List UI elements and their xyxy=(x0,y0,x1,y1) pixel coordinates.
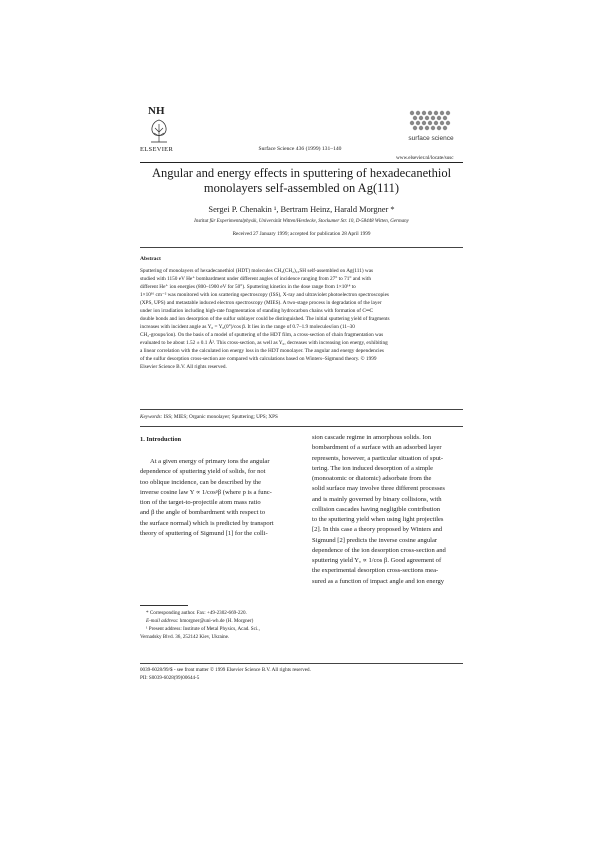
footnotes xyxy=(140,609,294,641)
abstract-line: studied with 1150 eV He⁺ bombardment under different angles of incidence ranging from 27° to 71° and with xyxy=(140,276,371,283)
keywords-label: Keywords: xyxy=(140,414,163,420)
footnote-corresponding-author: * Corresponding author. Fax: +49-2302-669-220. xyxy=(146,610,247,616)
body-column-right xyxy=(312,433,464,587)
footnote-divider xyxy=(140,605,188,606)
footer-divider xyxy=(140,663,463,664)
abstract-line: different He⁺ ion energies (800–1900 eV for 50°). Sputtering kinetics in the dose range from 1×10¹⁴ to xyxy=(140,284,356,291)
abstract-body xyxy=(140,267,463,371)
title-divider xyxy=(140,247,463,248)
body-line: [2]. In this case a theory proposed by Winters and xyxy=(312,526,443,534)
abstract-divider xyxy=(140,409,463,410)
body-line: represents, however, a particular situation of sput- xyxy=(312,454,443,462)
body-line: too oblique incidence, can be described by the xyxy=(140,478,262,486)
pii-identifier: PII: S0039-6028(99)00644-5 xyxy=(140,675,200,681)
abstract-heading: Abstract xyxy=(140,256,161,262)
footnote-email xyxy=(140,617,294,625)
body-line: dependence of the ion desorption cross-section and xyxy=(312,546,446,554)
journal-logo-text: surface science xyxy=(408,135,454,142)
body-line: tering. The ion induced desorption of a simple xyxy=(312,464,433,472)
body-line: bombardment of a surface with an adsorbed layer xyxy=(312,444,442,452)
title-line-2: monolayers self-assembled on Ag(111) xyxy=(203,181,400,195)
article-title xyxy=(140,166,463,196)
body-line: dependence of sputtering yield of solids, for not xyxy=(140,468,266,476)
issn-copyright: 0039-6028/99/$ - see front matter © 1999 Elsevier Science B.V. All rights reserved. xyxy=(140,667,311,673)
body-line: solid surface may involve three different processes xyxy=(312,485,445,493)
author-affiliation: Institut für Experimentalphysik, Universität Witten/Herdecke, Stockumer Str. 10, D-58448 Witten, Germany xyxy=(194,219,409,224)
body-column-left xyxy=(140,457,292,539)
received-dates: Received 27 January 1999; accepted for publication 28 April 1999 xyxy=(232,231,371,237)
keywords-divider xyxy=(140,426,463,427)
email-address[interactable]: hmorgner@uni-wh.de (H. Morgner) xyxy=(178,618,254,624)
abstract-line: of the sulfur desorption cross-section are compared with calculations based on Winters–Sigmund theory. © 1999 xyxy=(140,356,377,363)
abstract-line: Sputtering of monolayers of hexadecanethiol (HDT) molecules CH₃(CH₂)₁₅SH self-assembled on Ag(111) was xyxy=(140,268,374,274)
body-line: sputtering yield Yₐ ∝ 1/cos β. Good agreement of xyxy=(312,557,442,564)
abstract-line: (XPS, UPS) and metastable induced electron spectroscopy (MIES). A two-stage process in degradation of the layer xyxy=(140,300,382,307)
body-line: tion of the target-to-projectile atom mass ratio xyxy=(140,499,261,506)
header-divider xyxy=(140,162,463,163)
abstract-line: a linear correlation with the calculated ion energy loss in the HDT monolayer. The angular and energy dependencies xyxy=(140,348,384,355)
keywords-list: ISS; MIES; Organic monolayer; Sputtering; UPS; XPS xyxy=(162,414,278,420)
body-line: sion cascade regime in amorphous solids. Ion xyxy=(312,434,432,441)
abstract-line: under ion irradiation including high-rate fragmentation of standing hydrocarbon chains with formation of C═C xyxy=(140,308,374,315)
body-line: Sigmund [2] predicts the inverse cosine angular xyxy=(312,536,438,544)
svg-text:NH: NH xyxy=(148,105,165,117)
abstract-line: 1×10¹⁶ cm⁻² was monitored with ion scattering spectroscopy (ISS), X-ray and ultraviolet photoelectron spectroscopies xyxy=(140,292,389,299)
body-line: the experimental desorption cross-sections mea- xyxy=(312,567,439,575)
title-line-1: Angular and energy effects in sputtering of hexadecanethiol xyxy=(151,166,452,180)
body-line: inverse cosine law Y ∝ 1/cosᵖβ (where p is a func- xyxy=(140,488,272,496)
body-line: collision cascades having negligible contribution xyxy=(312,505,440,513)
email-label: E-mail address: xyxy=(146,618,179,624)
body-line: and β the angle of bombardment with respect to xyxy=(140,509,266,517)
abstract-line: Elsevier Science B.V. All rights reserved. xyxy=(140,364,227,371)
footnote-present-address-cont: Vernadsky Blvd. 36, 252142 Kiev, Ukraine. xyxy=(140,634,230,640)
abstract-line: increases with incident angle as Y₀ = Y₀(0°)/cos β. It lies in the range of 0.7–1.9 molecules/ion (11–30 xyxy=(140,324,355,331)
body-line: theory of sputtering of Sigmund [1] for the colli- xyxy=(140,529,268,537)
elsevier-tree-logo-icon xyxy=(142,102,176,146)
body-line: and is mainly governed by binary collisions, with xyxy=(312,495,442,503)
body-line: sured as a function of impact angle and ion energy xyxy=(312,577,445,585)
body-line: the surface normal) which is predicted by transport xyxy=(140,519,274,527)
body-line: (monoatomic or diatomic) adsorbate from the xyxy=(312,475,432,482)
keywords xyxy=(140,414,278,420)
journal-url[interactable]: www.elsevier.nl/locate/susc xyxy=(396,155,454,161)
section-heading: 1. Introduction xyxy=(140,436,182,443)
body-line: At a given energy of primary ions the angular xyxy=(150,458,270,465)
abstract-line: evaluated to be about 1.52 ± 0.1 Å². This cross-section, as well as Y₀, decreases with increasing ion energy, exhibiting xyxy=(140,340,388,347)
footnote-present-address: ¹ Present address: Institute of Metal Physics, Acad. Sci., xyxy=(146,626,260,632)
body-line: to the sputtering yield when using light projectiles xyxy=(312,516,444,523)
author-list: Sergei P. Chenakin ¹, Bertram Heinz, Harald Morgner * xyxy=(208,205,395,214)
journal-citation: Surface Science 436 (1999) 131–140 xyxy=(258,146,342,152)
publisher-name: ELSEVIER xyxy=(140,146,174,153)
abstract-line: double bonds and ion desorption of the sulfur sublayer could be distinguished. The initial sputtering yield of fragments xyxy=(140,316,390,323)
abstract-line: CH₂-groups/ion). On the basis of a model of sputtering of the HDT film, a cross-section of chain fragmentation was xyxy=(140,332,384,339)
